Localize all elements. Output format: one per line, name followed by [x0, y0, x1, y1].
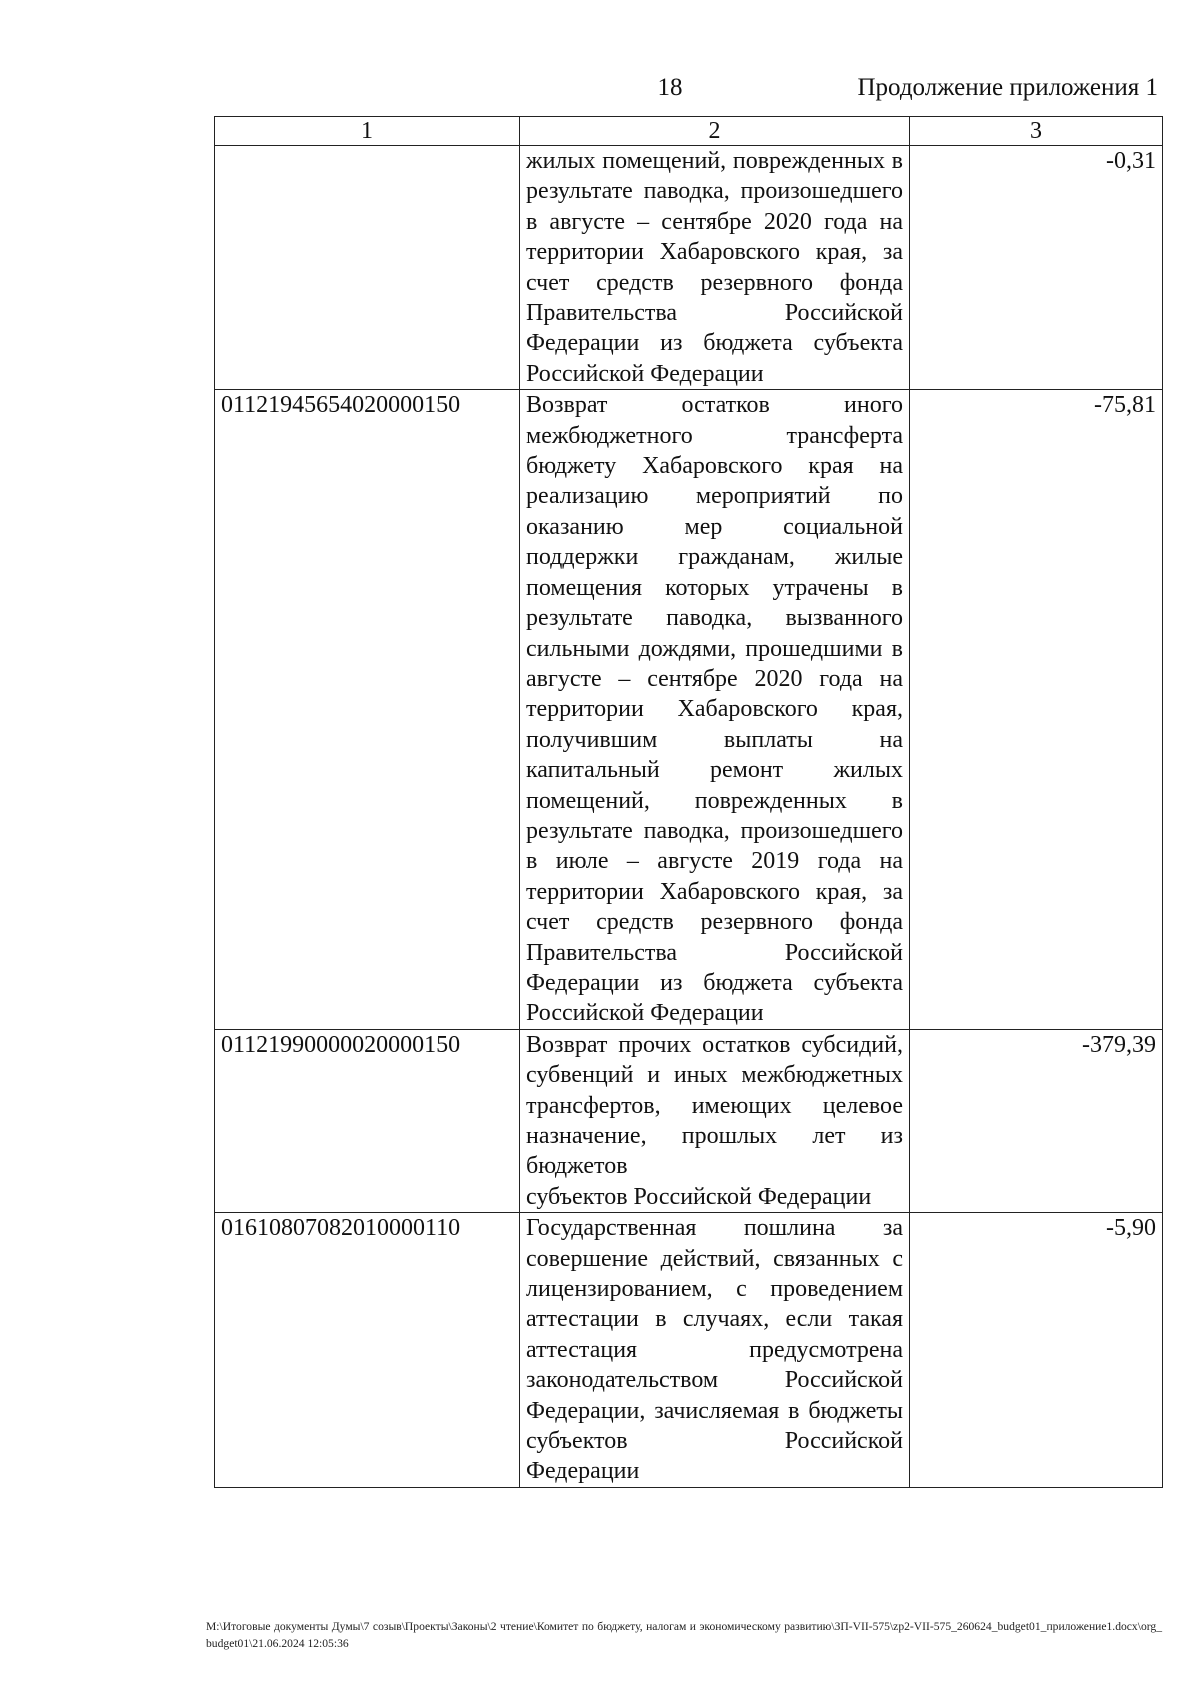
- table-row: [215, 1213, 1163, 1488]
- description-last-line: субъектов Российской Федерации: [526, 1183, 872, 1210]
- table-header-row: [215, 117, 1163, 146]
- row-description: [520, 1213, 910, 1488]
- description-last-line: Российской Федерации: [526, 360, 764, 387]
- amount: -75,81: [910, 390, 1163, 1030]
- table-row: [215, 1029, 1163, 1212]
- continuation-label: Продолжение приложения 1: [857, 74, 1158, 101]
- row-description: [520, 1029, 910, 1212]
- budget-table: [214, 116, 1163, 1488]
- table-row: [215, 390, 1163, 1030]
- row-description: [520, 146, 910, 390]
- file-path-footer: M:\Итоговые документы Думы\7 созыв\Проекты\Законы\2 чтение\Комитет по бюджету, налогам и экономическому развитию\ЗП-VII-575\zp2-VII-575_260624_budget01_приложение1.docx\org_budget01\21.06.2024 12:05:36: [206, 1620, 1162, 1650]
- description-last-line: Российской Федерации: [526, 1000, 764, 1027]
- description-text: Возврат прочих остатков субсидий, субвенций и иных межбюджетных трансфертов, имеющих целевое назначение, прошлых лет из бюджетов: [526, 1031, 903, 1180]
- description-text: Государственная пошлина за совершение действий, связанных с лицензированием, с проведением аттестации в случаях, если такая аттестация предусмотрена законодательством Российской Федерации, зачисляемая в бюджеты субъектов Российской: [526, 1215, 903, 1455]
- budget-code: 01121990000020000150: [215, 1029, 520, 1212]
- column-header-2: 2: [520, 117, 910, 146]
- amount: -379,39: [910, 1029, 1163, 1212]
- budget-code: 01121945654020000150: [215, 390, 520, 1030]
- budget-code: [215, 146, 520, 390]
- column-header-1: 1: [215, 117, 520, 146]
- amount: -5,90: [910, 1213, 1163, 1488]
- column-header-3: 3: [910, 117, 1163, 146]
- amount: -0,31: [910, 146, 1163, 390]
- row-description: [520, 390, 910, 1030]
- page-number: 18: [657, 74, 683, 101]
- table-row: [215, 146, 1163, 390]
- description-last-line: Федерации: [526, 1458, 640, 1485]
- description-text: Возврат остатков иного межбюджетного трансферта бюджету Хабаровского края на реализацию мероприятий по оказанию мер социальной поддержки гражданам, жилые помещения которых утрачены в результате паводка, вызванного сильными дождями, прошедшими в августе – сентябре 2020 года на территории Хабаровского края, получившим выплаты на капитальный ремонт жилых помещений, поврежденных в результате паводка, произошедшего в июле – августе 2019 года на территории Хабаровского края, за счет средств резервного фонда Правительства Российской Федерации из бюджета субъекта: [526, 392, 903, 996]
- description-text: жилых помещений, поврежденных в результате паводка, произошедшего в августе – сентябре 2020 года на территории Хабаровского края, за счет средств резервного фонда Правительства Российской Федерации из бюджета субъекта: [526, 148, 903, 357]
- budget-code: 01610807082010000110: [215, 1213, 520, 1488]
